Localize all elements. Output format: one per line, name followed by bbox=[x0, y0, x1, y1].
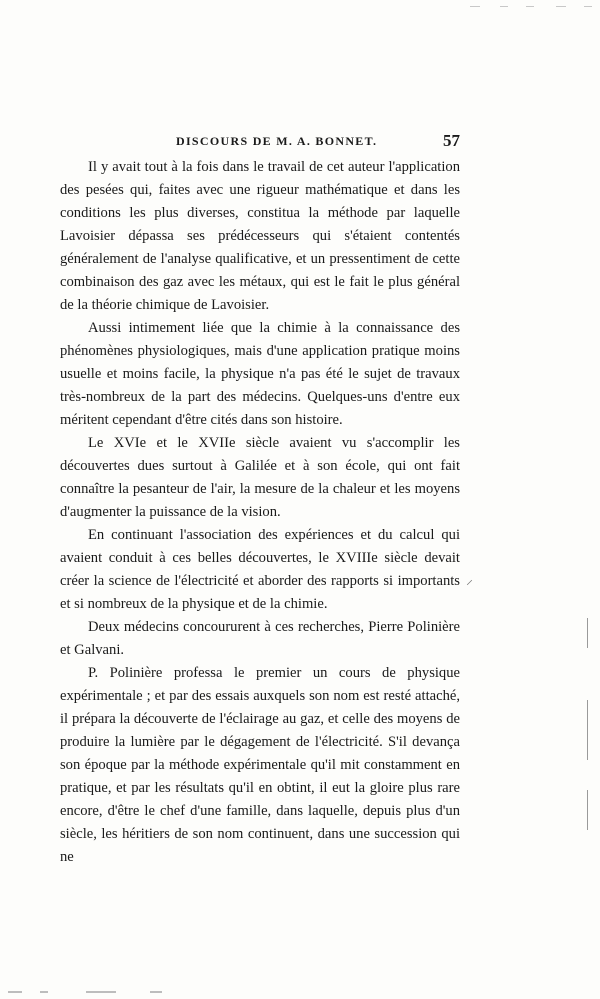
scan-mark bbox=[86, 991, 116, 993]
scan-mark bbox=[526, 6, 534, 7]
running-head: DISCOURS DE M. A. BONNET. bbox=[176, 134, 378, 148]
margin-mark: ⸝ bbox=[466, 573, 473, 588]
page-header bbox=[60, 132, 460, 152]
margin-rule bbox=[587, 700, 588, 760]
paragraph: Deux médecins concoururent à ces recherches, Pierre Polinière et Galvani. bbox=[60, 619, 460, 658]
paragraph: Le XVIe et le XVIIe siècle avaient vu s'accomplir les découvertes dues surtout à Galilée et à son école, qui ont fait connaître la pesanteur de l'air, la mesure de la chaleur et les moyens d'augmenter la puissance de la vision. bbox=[60, 435, 460, 520]
scan-mark bbox=[556, 6, 566, 7]
margin-rule bbox=[587, 790, 588, 830]
paragraph: P. Polinière professa le premier un cours de physique expérimentale ; et par des essais auxquels son nom est resté attaché, il prépara la découverte de l'éclairage au gaz, et celle des moyens de produire la lumière par le dégagement de l'électricité. S'il devança son époque par la méthode expérimentale qu'il mit constamment en pratique, et par les résultats qu'il en obtint, il eut la gloire plus rare encore, d'être le chef d'une famille, dans laquelle, depuis plus d'un siècle, les héritiers de son nom continuent, dans une succession qui ne bbox=[60, 665, 460, 865]
paragraph: En continuant l'association des expériences et du calcul qui avaient conduit à ces belles découvertes, le XVIIIe siècle devait créer la science de l'électricité et aborder des rapports si importants et si nombreux de la physique et de la chimie. bbox=[60, 527, 460, 612]
paragraph: Il y avait tout à la fois dans le travail de cet auteur l'application des pesées qui, faites avec une rigueur mathématique et dans les conditions les plus diverses, constitua la méthode par laquelle Lavoisier dépassa ses prédécesseurs qui s'étaient contentés généralement de l'analyse qualificative, et un pressentiment de cette combinaison des gaz avec les métaux, qui est le fait le plus général de la théorie chimique de Lavoisier. bbox=[60, 159, 460, 313]
scan-mark bbox=[470, 6, 480, 7]
body-text bbox=[60, 156, 460, 869]
paragraph: Aussi intimement liée que la chimie à la connaissance des phénomènes physiologiques, mais d'une application pratique moins usuelle et moins facile, la physique n'a pas été le sujet de travaux très-nombreux de la part des médecins. Quelques-uns d'entre eux méritent cependant d'être cités dans son histoire. bbox=[60, 320, 460, 428]
scan-mark bbox=[584, 6, 592, 7]
page-number: 57 bbox=[443, 131, 460, 150]
scan-mark bbox=[8, 991, 22, 993]
scan-mark bbox=[150, 991, 162, 993]
scan-mark bbox=[500, 6, 508, 7]
scan-mark bbox=[40, 991, 48, 993]
margin-rule bbox=[587, 618, 588, 648]
